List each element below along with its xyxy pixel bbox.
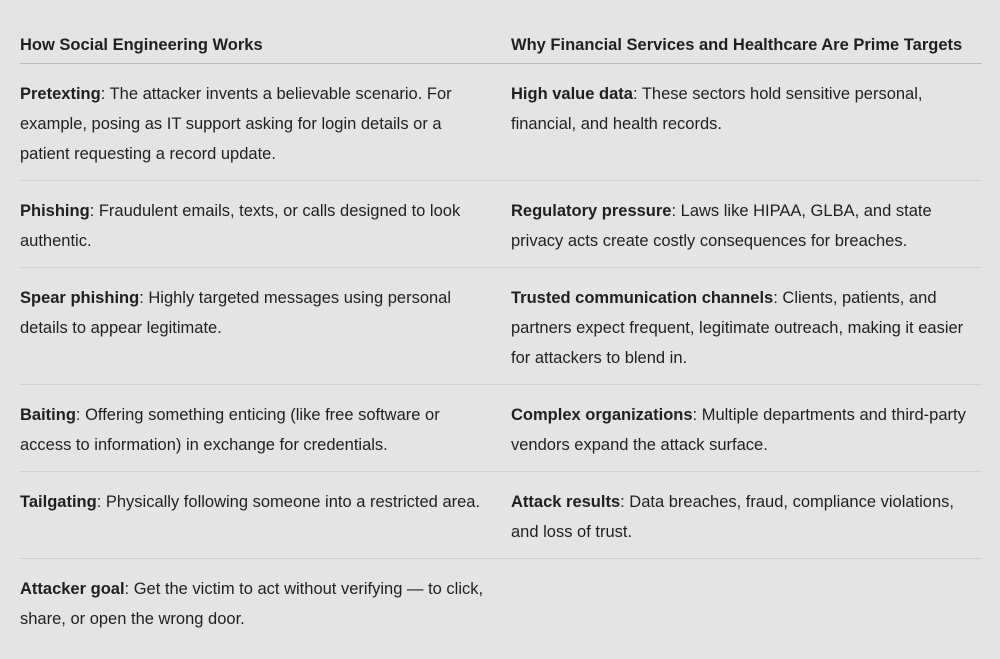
table-row	[20, 472, 982, 559]
cell-baiting	[20, 385, 511, 472]
cell-regulatory-pressure	[511, 181, 982, 268]
term-description: : Physically following someone into a restricted area.	[96, 493, 481, 511]
header-prime-targets: Why Financial Services and Healthcare Are Prime Targets	[511, 30, 982, 64]
term-description: : Clients, patients, and partners expect frequent, legitimate outreach, making it easier for attackers to blend in.	[511, 289, 964, 367]
table-header	[20, 30, 982, 64]
table-row	[20, 181, 982, 268]
term-description: : Data breaches, fraud, compliance violations, and loss of trust.	[511, 493, 954, 541]
term-label: Attack results	[511, 493, 621, 511]
term-label: Baiting	[20, 406, 76, 424]
term-description: : Laws like HIPAA, GLBA, and state privacy acts create costly consequences for breaches.	[511, 202, 932, 250]
term-label: Attacker goal	[20, 580, 125, 598]
cell-attack-results	[511, 472, 982, 559]
table-body	[20, 64, 982, 646]
term-description: : Highly targeted messages using personal details to appear legitimate.	[20, 289, 452, 337]
term-description: : These sectors hold sensitive personal, financial, and health records.	[511, 85, 923, 133]
term-label: Complex organizations	[511, 406, 693, 424]
cell-spear-phishing	[20, 268, 511, 385]
table-row	[20, 64, 982, 181]
term-label: Phishing	[20, 202, 90, 220]
table-row	[20, 559, 982, 646]
table-row	[20, 268, 982, 385]
header-how-social-engineering-works: How Social Engineering Works	[20, 30, 511, 64]
cell-complex-organizations	[511, 385, 982, 472]
cell-high-value-data	[511, 64, 982, 181]
term-description: : Get the victim to act without verifying — to click, share, or open the wrong door.	[20, 580, 484, 628]
term-label: Pretexting	[20, 85, 101, 103]
term-description: : The attacker invents a believable scenario. For example, posing as IT support asking for login details or a patient requesting a record update.	[20, 85, 452, 163]
cell-empty	[511, 559, 982, 646]
table-row	[20, 385, 982, 472]
term-label: High value data	[511, 85, 633, 103]
header-row	[20, 30, 982, 64]
cell-trusted-communication-channels	[511, 268, 982, 385]
cell-pretexting	[20, 64, 511, 181]
term-label: Regulatory pressure	[511, 202, 672, 220]
term-label: Spear phishing	[20, 289, 140, 307]
term-label: Tailgating	[20, 493, 97, 511]
term-label: Trusted communication channels	[511, 289, 774, 307]
comparison-table	[20, 30, 982, 645]
term-description: : Multiple departments and third-party vendors expand the attack surface.	[511, 406, 966, 454]
cell-phishing	[20, 181, 511, 268]
cell-tailgating	[20, 472, 511, 559]
term-description: : Fraudulent emails, texts, or calls designed to look authentic.	[20, 202, 461, 250]
cell-attacker-goal	[20, 559, 511, 646]
term-description: : Offering something enticing (like free software or access to information) in exchange for credentials.	[20, 406, 440, 454]
